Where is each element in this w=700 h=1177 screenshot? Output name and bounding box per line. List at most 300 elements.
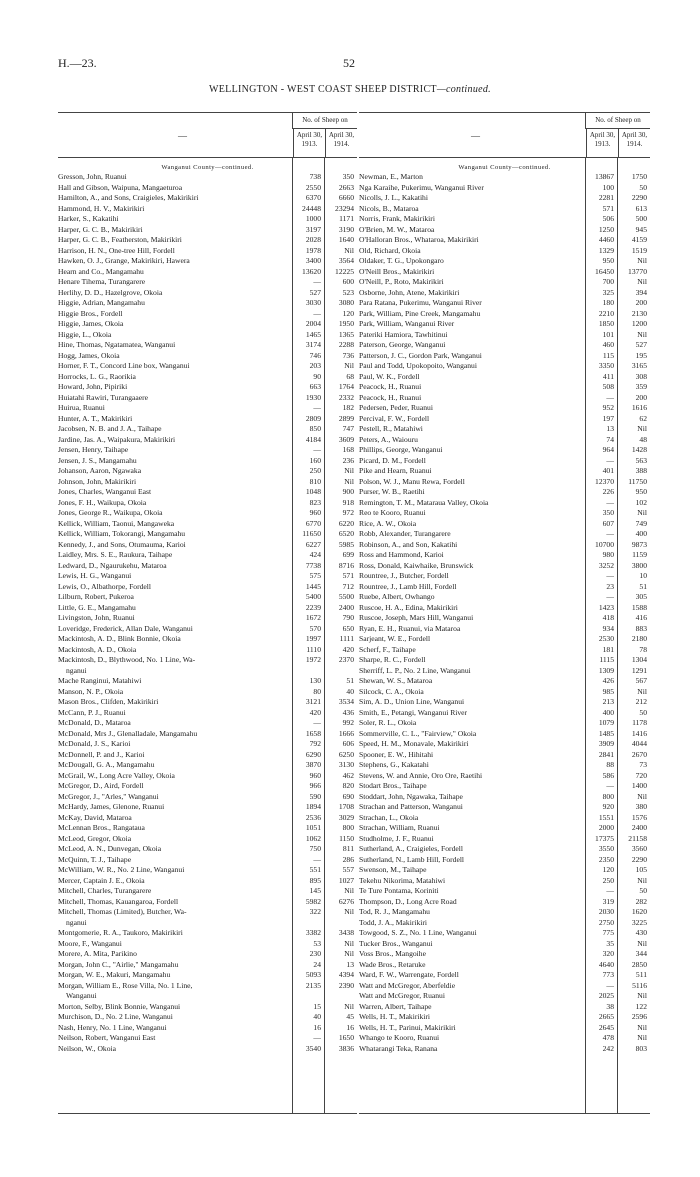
sheep-1914: 400 (635, 529, 647, 538)
sheep-1914: 749 (635, 518, 647, 528)
owner-name: Stoddart, John, Ngawaka, Taihape (359, 791, 463, 801)
table-row (359, 708, 650, 719)
table-row (359, 225, 650, 236)
owner-name: Thompson, D., Long Acre Road (359, 896, 457, 906)
table-row (359, 781, 650, 792)
sheep-1914: 883 (635, 623, 647, 633)
table-row (58, 666, 357, 677)
sheep-1914: 650 (342, 623, 354, 633)
sheep-1914: 21158 (628, 833, 647, 843)
owner-name: Jones, George R., Waikupa, Okoia (58, 508, 163, 517)
right-column-header (359, 113, 650, 158)
owner-name: Old, Richard, Okoia (359, 245, 421, 255)
sheep-1914: 10 (639, 571, 647, 580)
owner-name: Speed, H. M., Monavale, Makirikiri (359, 739, 469, 748)
sheep-1913: 478 (602, 1033, 614, 1042)
owner-name: McQuinn, T. J., Taihape (58, 854, 132, 864)
sheep-1914: 13 (346, 959, 354, 969)
owner-name: O'Halloran Bros., Whataroa, Makirikiri (359, 235, 479, 244)
table-row (58, 361, 357, 372)
owner-name: Jensen, Henry, Taihape (58, 445, 129, 454)
sheep-1913: 13 (606, 424, 614, 433)
table-row (359, 792, 650, 803)
owner-name: Nga Karaihe, Pukerimu, Wanganui River (359, 182, 484, 192)
sheep-1914: 78 (639, 644, 647, 654)
table-row (359, 960, 650, 971)
sheep-1913: 424 (309, 550, 321, 559)
sheep-1913: 586 (602, 770, 614, 780)
owner-name: Ruscoe, Joseph, Mars Hill, Wanganui (359, 613, 474, 622)
table-row (58, 781, 357, 792)
sheep-1913: 23 (606, 581, 614, 591)
table-row (359, 592, 650, 603)
sheep-1914: 1291 (631, 665, 647, 675)
owner-name: Towgood, S. Z., No. 1 Line, Wanganui (359, 928, 477, 937)
table-row (58, 592, 357, 603)
sheep-1913: 5400 (305, 592, 321, 601)
table-row (58, 834, 357, 845)
sheep-1913: 2536 (305, 812, 321, 822)
sheep-1913: 180 (602, 298, 614, 307)
sheep-1913: 570 (309, 623, 321, 633)
owner-name: McDonald, Mrs J., Glenalladale, Mangamahu (58, 728, 198, 738)
sheep-1914: 1620 (631, 907, 647, 916)
sheep-1914: 1416 (631, 728, 647, 738)
table-row (359, 172, 650, 183)
owner-name: McGrail, W., Long Acre Valley, Okoia (58, 770, 175, 780)
table-row (359, 508, 650, 519)
owner-name: Mache Ranginui, Matahiwi (58, 676, 142, 685)
sheep-1914: 3560 (631, 844, 647, 853)
owner-name: Sherriff, L. P., No. 2 Line, Wanganui (359, 665, 471, 675)
sheep-1913: 1465 (305, 329, 321, 339)
table-row (359, 876, 650, 887)
owner-name: Robinson, A., and Son, Kakatihi (359, 539, 458, 549)
table-row (58, 687, 357, 698)
sheep-1914: 1027 (338, 875, 354, 885)
owner-name: Mackintosh, D., Blythwood, No. 1 Line, Wa- (58, 655, 196, 664)
sheep-1913: 1978 (305, 245, 321, 255)
owner-name: Huirua, Ruanui (58, 403, 105, 412)
sheep-1913: 1672 (305, 613, 321, 622)
table-row (58, 676, 357, 687)
sheep-1913: 181 (602, 644, 614, 654)
table-row (58, 424, 357, 435)
owner-name: Moore, F., Wanganui (58, 938, 122, 948)
sheep-1914: Nil (637, 938, 647, 948)
table-row (359, 624, 650, 635)
sheep-1914: 5500 (338, 592, 354, 601)
sheep-1914: Nil (637, 277, 647, 286)
sheep-1913: 426 (602, 676, 614, 685)
owner-name: Strachan, William, Ruanui (359, 823, 440, 832)
sheep-1914: 388 (635, 466, 647, 475)
owner-name: Hammond, H. V., Makirikiri (58, 203, 145, 213)
sheep-1914: Nil (637, 686, 647, 696)
table-row (359, 981, 650, 992)
table-row (58, 823, 357, 834)
sheep-1913: 3550 (598, 844, 614, 853)
owner-name: Ross, Donald, Kaiwhaike, Brunswick (359, 560, 474, 570)
owner-name: Morgan, John C., "Airlie," Mangamahu (58, 959, 179, 969)
table-row (58, 750, 357, 761)
sheep-1914: 2290 (631, 854, 647, 864)
owner-name: Neilson, W., Okoia (58, 1043, 117, 1053)
sheep-1913: 2004 (305, 319, 321, 328)
table-row (359, 655, 650, 666)
sheep-1913: 203 (309, 361, 321, 370)
sheep-1914: 950 (635, 487, 647, 496)
year-1913-heading: April 30, 1913. (586, 129, 618, 157)
owner-name: O'Neill Bros., Makirikiri (359, 266, 435, 276)
table-row (58, 172, 357, 183)
sheep-1913: 226 (602, 487, 614, 496)
sheep-1914: 50 (639, 886, 647, 895)
sheep-1913: 775 (602, 928, 614, 937)
table-row (58, 319, 357, 330)
owner-name: Jacobsen, N. B. and J. A., Taihape (58, 424, 162, 433)
sheep-1913: 230 (309, 949, 321, 958)
sheep-1913: 1445 (305, 581, 321, 591)
table-row (359, 802, 650, 813)
table-row (359, 519, 650, 530)
owner-name: Watt and McGregor, Ruanui (359, 991, 445, 1000)
owner-name: Todd, J. A., Makirikiri (359, 917, 428, 927)
owner-name: Loveridge, Frederick, Allan Dale, Wanganui (58, 623, 193, 633)
owner-name: McLeod, A. N., Dunvegan, Okoia (58, 844, 162, 853)
table-row (58, 498, 357, 509)
table-row (58, 655, 357, 666)
sheep-1913: 2750 (598, 917, 614, 927)
sheep-1913: 1110 (306, 644, 321, 654)
sheep-1914: 2390 (338, 980, 354, 990)
sheep-1913: 1048 (305, 487, 321, 496)
owner-name: Little, G. E., Mangamahu (58, 602, 136, 612)
table-row (58, 204, 357, 215)
sheep-1913: 2809 (305, 413, 321, 423)
table-row (359, 750, 650, 761)
table-row (58, 340, 357, 351)
sheep-1913: 322 (309, 907, 321, 916)
table-row (58, 792, 357, 803)
owner-name: Robb, Alexander, Turangarere (359, 529, 451, 538)
table-row (359, 267, 650, 278)
table-row (359, 949, 650, 960)
owner-name: Tekehu Nikorima, Matahiwi (359, 875, 446, 885)
owner-name: Sarjeant, W. E., Fordell (359, 634, 431, 643)
sheep-1914: 1666 (338, 728, 354, 738)
owner-name: Higgie, James, Okoia (58, 319, 124, 328)
sheep-1914: 1640 (338, 235, 354, 244)
owner-name: Reo te Kooro, Ruanui (359, 508, 426, 517)
sheep-1913: 2841 (598, 749, 614, 759)
sheep-1913: 800 (602, 791, 614, 801)
table-row (58, 456, 357, 467)
owner-name: Wells, H. T., Makirikiri (359, 1012, 431, 1021)
sheep-1914: 918 (342, 497, 354, 507)
sheep-1913: 319 (602, 896, 614, 906)
table-row (359, 256, 650, 267)
sheep-1914: 1576 (631, 812, 647, 822)
sheep-1913: 571 (602, 203, 614, 213)
owner-name: Kennedy, J., and Sons, Otumauma, Karioi (58, 539, 186, 549)
table-row (58, 561, 357, 572)
sheep-1914: 359 (635, 382, 647, 391)
owner-name: Sharpe, R. C., Fordell (359, 655, 426, 664)
sheep-1913: 966 (309, 781, 321, 790)
owner-name: O'Neill, P., Roto, Makirikiri (359, 277, 444, 286)
sheep-1913: 3252 (598, 560, 614, 570)
table-row (359, 1002, 650, 1013)
table-row (359, 834, 650, 845)
table-row (359, 771, 650, 782)
owner-name: Harper, G. C. B., Makirikiri (58, 224, 143, 234)
owner-name: Soler, R. L., Okoia (359, 718, 417, 727)
sheep-1913: 197 (602, 413, 614, 423)
sheep-1914: 200 (635, 392, 647, 402)
title-main: WELLINGTON - WEST COAST SHEEP DISTRICT (209, 84, 437, 95)
sheep-1913: 527 (309, 287, 321, 297)
table-row (359, 435, 650, 446)
sheep-1914: 712 (342, 581, 354, 591)
owner-name: Mercer, Captain J. E., Okoia (58, 875, 145, 885)
table-row (58, 403, 357, 414)
sheep-1914: 236 (342, 455, 354, 465)
owner-name: Hearn and Co., Mangamahu (58, 266, 144, 276)
sheep-1913: 2665 (598, 1012, 614, 1021)
sheep-1914: 1616 (631, 403, 647, 412)
owner-name: Mackintosh, A. D., Okoia (58, 644, 137, 654)
table-row (359, 613, 650, 624)
sheep-1913: 750 (309, 844, 321, 853)
table-row (359, 540, 650, 551)
sheep-1914: 1178 (632, 718, 647, 727)
sheep-1913: 1250 (598, 224, 614, 234)
owner-name: Pestell, R., Matahiwi (359, 424, 423, 433)
sheep-1914: 2130 (631, 308, 647, 318)
sheep-1914: 6250 (338, 749, 354, 759)
table-row (58, 739, 357, 750)
sheep-1914: 3836 (338, 1043, 354, 1053)
sheep-1914: 2290 (631, 193, 647, 202)
sheep-1913: — (313, 1033, 321, 1042)
sheep-1914: Nil (637, 329, 647, 339)
sheep-1913: 1079 (598, 718, 614, 727)
sheep-1914: 73 (639, 760, 647, 769)
table-row (58, 382, 357, 393)
table-row (359, 865, 650, 876)
sheep-1913: 3350 (598, 361, 614, 370)
table-row (359, 246, 650, 257)
table-row (359, 844, 650, 855)
owner-name: McDonnell, P. and J., Karioi (58, 749, 145, 759)
sheep-1913: 1309 (598, 665, 614, 675)
sheep-1913: 952 (602, 403, 614, 412)
sheep-1913: 242 (602, 1043, 614, 1053)
sheep-1913: 90 (313, 371, 321, 381)
sheep-1913: 575 (309, 571, 321, 580)
table-row (58, 372, 357, 383)
sheep-1913: 88 (606, 760, 614, 769)
owner-name: Johnson, John, Makirikiri (58, 476, 137, 486)
table-row (58, 435, 357, 446)
left-column-header (58, 113, 357, 158)
sheep-1914: 16 (346, 1022, 354, 1032)
year-1913-heading: April 30, 1913. (293, 129, 325, 157)
table-row (359, 351, 650, 362)
sheep-1913: 792 (309, 739, 321, 748)
sheep-1914: 50 (639, 182, 647, 192)
sheep-1914: 992 (342, 718, 354, 727)
sheep-1913: — (313, 308, 321, 318)
table-row (359, 330, 650, 341)
sheep-1913: 325 (602, 287, 614, 297)
owner-name: Horner, F. T., Concord Line box, Wanganui (58, 361, 190, 370)
table-row (58, 855, 357, 866)
owner-name: Nicolls, J. L., Kakatihi (359, 193, 428, 202)
table-row (58, 697, 357, 708)
sheep-1913: 4460 (598, 235, 614, 244)
table-row (359, 970, 650, 981)
sheep-1913: 3174 (305, 340, 321, 349)
sheep-1913: 130 (309, 676, 321, 685)
owner-name: Livingston, John, Ruanui (58, 613, 135, 622)
sheep-1914: 344 (635, 949, 647, 958)
table-row (359, 445, 650, 456)
sheep-1913: 10700 (595, 539, 614, 549)
sheep-1913: 74 (606, 434, 614, 444)
sheep-1914: Nil (344, 938, 354, 948)
owner-name: Paul, W. K., Fordell (359, 371, 420, 381)
table-row (58, 540, 357, 551)
sheep-1913: 250 (309, 466, 321, 475)
owner-name: Herlihy, D. D., Hazelgrove, Okoia (58, 287, 163, 297)
owner-name: Kellick, William, Taonui, Mangaweka (58, 518, 175, 528)
sheep-1914: Nil (344, 949, 354, 958)
owner-name: Shewan, W. S., Mataroa (359, 676, 433, 685)
sheep-1913: 2210 (598, 308, 614, 318)
table-row (58, 582, 357, 593)
owner-name: Howard, John, Pipiriki (58, 382, 128, 391)
sheep-1914: 1200 (631, 319, 647, 328)
sheep-1914: 2332 (338, 392, 354, 402)
right-rows (359, 163, 650, 1054)
sheep-1913: 16 (313, 1022, 321, 1032)
owner-name: Rountree, J., Butcher, Fordell (359, 571, 449, 580)
table-row (58, 246, 357, 257)
table-row (359, 424, 650, 435)
table-row (58, 802, 357, 813)
sheep-1914: 394 (635, 287, 647, 297)
owner-name: Jones, Charles, Wanganui East (58, 487, 152, 496)
owner-name: Ward, F. W., Warrengate, Fordell (359, 970, 459, 979)
owner-name: Spooner, E. W., Hihitahi (359, 749, 434, 759)
sheep-1914: Nil (637, 875, 647, 885)
table-row (359, 361, 650, 372)
sheep-1914: 380 (635, 802, 647, 811)
owner-name: Mason Bros., Clifden, Makirikiri (58, 697, 159, 706)
owner-name: Park, William, Pine Creek, Mangamahu (359, 308, 481, 318)
sheep-1914: 1764 (338, 382, 354, 391)
sheep-1914: 6520 (338, 529, 354, 538)
sheep-1914: 3029 (338, 812, 354, 822)
table-row (58, 949, 357, 960)
sheep-1913: 1850 (598, 319, 614, 328)
sheep-1913: 3909 (598, 739, 614, 748)
table-row (359, 697, 650, 708)
table-row (359, 456, 650, 467)
table-row (359, 823, 650, 834)
owner-name: Ryan, E. H., Ruanui, via Mataroa (359, 623, 461, 633)
sheep-1914: 3800 (631, 560, 647, 570)
table-row (359, 561, 650, 572)
sheep-1913: 5093 (305, 970, 321, 979)
sheep-1913: 1551 (598, 812, 614, 822)
sheep-1914: 557 (342, 865, 354, 874)
sheep-1913: 6290 (305, 749, 321, 759)
sheep-1914: 51 (346, 676, 354, 685)
sheep-1913: 1930 (305, 392, 321, 402)
sheep-1914: 11750 (628, 476, 647, 486)
table-row (58, 225, 357, 236)
sheep-1913: 2135 (305, 980, 321, 990)
table-row (359, 571, 650, 582)
table-row (359, 813, 650, 824)
sheep-1914: 23294 (335, 203, 354, 213)
sheep-1914: 68 (346, 371, 354, 381)
table-row (359, 319, 650, 330)
owner-name: Mitchell, Thomas (Limited), Butcher, Wa- (58, 907, 187, 916)
sheep-1914: 1428 (631, 445, 647, 454)
sheep-1914: 3609 (338, 434, 354, 444)
table-row (359, 277, 650, 288)
sheep-1913: 2028 (305, 235, 321, 244)
sheep-1914: Nil (344, 466, 354, 475)
table-row (359, 193, 650, 204)
sheep-1914: 2663 (338, 182, 354, 192)
sheep-1913: 1485 (598, 728, 614, 738)
table-row (359, 897, 650, 908)
sheep-1914: 1650 (338, 1033, 354, 1042)
sheep-count-heading: No. of Sheep on (292, 113, 357, 129)
sheep-1913: 2000 (598, 823, 614, 832)
sheep-1914: 45 (346, 1012, 354, 1021)
sheep-1914: 2596 (631, 1012, 647, 1021)
owner-name: Morere, A. Mita, Parikino (58, 949, 137, 958)
sheep-1913: — (606, 886, 614, 895)
owner-name: Sutherland, N., Lamb Hill, Fordell (359, 854, 465, 864)
sheep-1913: 401 (602, 466, 614, 475)
owner-name: Hawken, O. J., Grange, Makirikiri, Hawera (58, 256, 190, 265)
owner-name: Polson, W. J., Manu Rewa, Fordell (359, 476, 465, 486)
sheep-1914: 8716 (338, 560, 354, 570)
sheep-1913: 746 (309, 350, 321, 360)
table-row (359, 582, 650, 593)
sheep-1913: 1115 (599, 655, 614, 664)
sheep-1914: 527 (635, 340, 647, 349)
sheep-1913: 420 (309, 707, 321, 717)
owner-name: Higgie, L., Okoia (58, 329, 112, 339)
sheep-1913: 6227 (305, 539, 321, 549)
table-row (359, 309, 650, 320)
sheep-1914: 282 (635, 896, 647, 906)
sheep-1913: 2530 (598, 634, 614, 643)
sheep-1913: 3540 (305, 1043, 321, 1053)
section-heading: Wanganui County—continued. (161, 164, 254, 171)
sheep-1914: 820 (342, 781, 354, 790)
table-row (359, 498, 650, 509)
table-row (359, 466, 650, 477)
